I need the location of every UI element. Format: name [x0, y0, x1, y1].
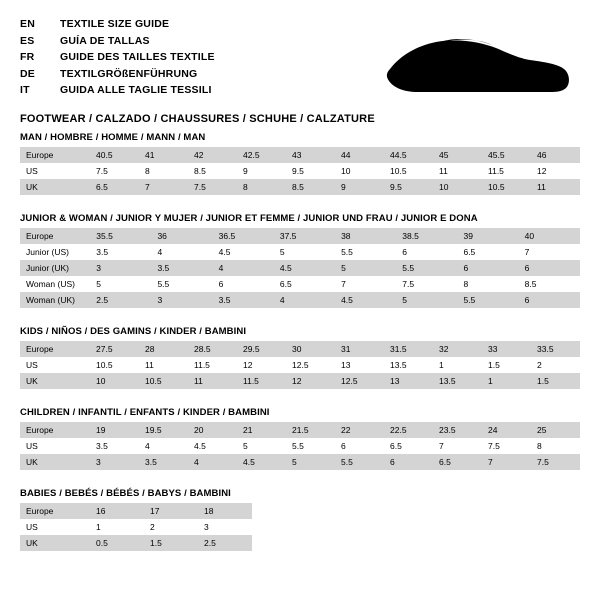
size-cell: 7.5: [188, 179, 237, 195]
size-cell: 43: [286, 147, 335, 163]
size-cell: 25: [531, 422, 580, 438]
size-cell: 1: [482, 373, 531, 389]
row-label: Europe: [20, 422, 90, 438]
size-section: [20, 132, 580, 195]
size-cell: 28.5: [188, 341, 237, 357]
size-cell: 5.5: [151, 276, 212, 292]
size-cell: 8.5: [188, 163, 237, 179]
size-cell: 38.5: [396, 228, 457, 244]
language-row: [20, 16, 580, 33]
size-cell: 7.5: [90, 163, 139, 179]
size-cell: 12.5: [286, 357, 335, 373]
size-cell: 30: [286, 341, 335, 357]
size-cell: 1: [90, 519, 144, 535]
size-cell: 41: [139, 147, 188, 163]
size-cell: 3.5: [213, 292, 274, 308]
table-filler-cell: [252, 535, 580, 551]
table-row: [20, 373, 580, 389]
size-cell: 33.5: [531, 341, 580, 357]
size-cell: 31: [335, 341, 384, 357]
size-cell: 1.5: [531, 373, 580, 389]
size-cell: 44.5: [384, 147, 433, 163]
size-cell: 9.5: [286, 163, 335, 179]
size-cell: 8.5: [519, 276, 580, 292]
size-cell: 5.5: [457, 292, 518, 308]
size-cell: 22.5: [384, 422, 433, 438]
table-row: [20, 503, 580, 519]
row-label: Europe: [20, 228, 90, 244]
table-row: [20, 276, 580, 292]
size-cell: 5: [335, 260, 396, 276]
size-cell: 2: [144, 519, 198, 535]
size-cell: 4.5: [335, 292, 396, 308]
size-cell: 19: [90, 422, 139, 438]
size-cell: 3.5: [151, 260, 212, 276]
size-cell: 33: [482, 341, 531, 357]
table-row: [20, 535, 580, 551]
size-cell: 32: [433, 341, 482, 357]
size-cell: 7: [139, 179, 188, 195]
size-cell: 40.5: [90, 147, 139, 163]
row-label: UK: [20, 454, 90, 470]
size-cell: 8: [457, 276, 518, 292]
size-cell: 7.5: [531, 454, 580, 470]
size-cell: 11: [139, 357, 188, 373]
language-title: GUIDE DES TAILLES TEXTILE: [60, 51, 215, 63]
size-cell: 7: [519, 244, 580, 260]
size-cell: 4: [188, 454, 237, 470]
size-cell: 13: [335, 357, 384, 373]
row-label: US: [20, 357, 90, 373]
size-cell: 21: [237, 422, 286, 438]
size-cell: 4: [274, 292, 335, 308]
size-cell: 42: [188, 147, 237, 163]
language-code: IT: [20, 84, 30, 96]
size-cell: 6: [396, 244, 457, 260]
table-row: [20, 357, 580, 373]
size-cell: 7: [482, 454, 531, 470]
size-cell: 7.5: [482, 438, 531, 454]
table-row: [20, 147, 580, 163]
table-row: [20, 244, 580, 260]
size-table: [20, 228, 580, 308]
size-section: [20, 326, 580, 389]
size-cell: 5: [90, 276, 151, 292]
size-cell: 38: [335, 228, 396, 244]
size-cell: 4.5: [213, 244, 274, 260]
size-cell: 11.5: [188, 357, 237, 373]
size-cell: 6.5: [384, 438, 433, 454]
size-cell: 10: [90, 373, 139, 389]
size-cell: 5: [396, 292, 457, 308]
size-cell: 1.5: [144, 535, 198, 551]
size-cell: 11: [433, 163, 482, 179]
size-cell: 8: [139, 163, 188, 179]
table-row: [20, 179, 580, 195]
size-cell: 28: [139, 341, 188, 357]
size-cell: 5: [237, 438, 286, 454]
size-section: [20, 213, 580, 308]
size-cell: 11: [188, 373, 237, 389]
size-cell: 1: [433, 357, 482, 373]
size-cell: 18: [198, 503, 252, 519]
size-cell: 6: [457, 260, 518, 276]
size-cell: 0.5: [90, 535, 144, 551]
size-cell: 6: [519, 292, 580, 308]
size-cell: 4.5: [274, 260, 335, 276]
row-label: Europe: [20, 341, 90, 357]
size-cell: 6.5: [90, 179, 139, 195]
size-cell: 39: [457, 228, 518, 244]
size-cell: 3.5: [90, 438, 139, 454]
size-cell: 12: [237, 357, 286, 373]
size-cell: 31.5: [384, 341, 433, 357]
size-section: [20, 488, 580, 551]
row-label: Europe: [20, 503, 90, 519]
size-cell: 3: [90, 260, 151, 276]
size-cell: 3.5: [90, 244, 151, 260]
language-title: TEXTILGRÖßENFÜHRUNG: [60, 67, 198, 80]
size-cell: 10.5: [139, 373, 188, 389]
row-label: UK: [20, 535, 90, 551]
size-cell: 6.5: [433, 454, 482, 470]
section-title: JUNIOR & WOMAN / JUNIOR Y MUJER / JUNIOR ET FEMME / JUNIOR UND FRAU / JUNIOR E DONA: [20, 213, 478, 224]
size-cell: 45: [433, 147, 482, 163]
row-label: US: [20, 438, 90, 454]
size-cell: 12: [531, 163, 580, 179]
table-row: [20, 454, 580, 470]
row-label: Junior (US): [20, 244, 90, 260]
size-cell: 36.5: [213, 228, 274, 244]
table-filler-cell: [252, 503, 580, 519]
size-cell: 11: [531, 179, 580, 195]
size-cell: 13.5: [433, 373, 482, 389]
table-row: [20, 163, 580, 179]
size-cell: 1.5: [482, 357, 531, 373]
row-label: Europe: [20, 147, 90, 163]
size-cell: 5.5: [335, 454, 384, 470]
table-row: [20, 292, 580, 308]
size-cell: 11.5: [237, 373, 286, 389]
size-cell: 35.5: [90, 228, 151, 244]
size-table: [20, 341, 580, 389]
size-cell: 12.5: [335, 373, 384, 389]
size-cell: 46: [531, 147, 580, 163]
size-cell: 4: [151, 244, 212, 260]
size-section: [20, 407, 580, 470]
size-cell: 9.5: [384, 179, 433, 195]
size-cell: 22: [335, 422, 384, 438]
language-title: GUÍA DE TALLAS: [60, 34, 150, 47]
size-cell: 8.5: [286, 179, 335, 195]
size-cell: 3: [198, 519, 252, 535]
size-cell: 29.5: [237, 341, 286, 357]
size-tables-container: [20, 132, 580, 551]
size-table: [20, 147, 580, 195]
section-title: BABIES / BEBÉS / BÉBÉS / BABYS / BAMBINI: [20, 488, 231, 499]
table-row: [20, 260, 580, 276]
size-cell: 10.5: [384, 163, 433, 179]
size-cell: 44: [335, 147, 384, 163]
size-cell: 42.5: [237, 147, 286, 163]
language-code: FR: [20, 51, 35, 63]
size-cell: 9: [335, 179, 384, 195]
size-cell: 6: [335, 438, 384, 454]
size-cell: 8: [531, 438, 580, 454]
size-cell: 6.5: [274, 276, 335, 292]
row-label: UK: [20, 373, 90, 389]
size-cell: 10.5: [90, 357, 139, 373]
size-cell: 40: [519, 228, 580, 244]
size-cell: 11.5: [482, 163, 531, 179]
size-cell: 7: [335, 276, 396, 292]
size-cell: 6: [213, 276, 274, 292]
table-row: [20, 341, 580, 357]
language-title: TEXTILE SIZE GUIDE: [60, 18, 170, 30]
row-label: US: [20, 163, 90, 179]
size-cell: 2.5: [90, 292, 151, 308]
row-label: Junior (UK): [20, 260, 90, 276]
size-cell: 3.5: [139, 454, 188, 470]
size-cell: 5: [286, 454, 335, 470]
size-cell: 8: [237, 179, 286, 195]
language-title: GUIDA ALLE TAGLIE TESSILI: [60, 84, 212, 96]
size-table: [20, 503, 580, 551]
size-cell: 10: [433, 179, 482, 195]
size-cell: 4.5: [237, 454, 286, 470]
dress-shoe-icon: [382, 34, 572, 106]
size-cell: 16: [90, 503, 144, 519]
size-cell: 12: [286, 373, 335, 389]
size-cell: 6: [519, 260, 580, 276]
language-code: ES: [20, 34, 35, 47]
size-cell: 5.5: [286, 438, 335, 454]
size-cell: 20: [188, 422, 237, 438]
footwear-heading: FOOTWEAR / CALZADO / CHAUSSURES / SCHUHE / CALZATURE: [20, 112, 375, 125]
size-cell: 3: [90, 454, 139, 470]
size-cell: 23.5: [433, 422, 482, 438]
size-cell: 37.5: [274, 228, 335, 244]
size-cell: 10.5: [482, 179, 531, 195]
size-cell: 2: [531, 357, 580, 373]
size-cell: 6: [384, 454, 433, 470]
size-cell: 4: [213, 260, 274, 276]
size-cell: 21.5: [286, 422, 335, 438]
section-title: MAN / HOMBRE / HOMME / MANN / MAN: [20, 132, 206, 143]
size-table: [20, 422, 580, 470]
size-cell: 17: [144, 503, 198, 519]
row-label: UK: [20, 179, 90, 195]
section-title: KIDS / NIÑOS / DES GAMINS / KINDER / BAMBINI: [20, 326, 247, 337]
size-cell: 4: [139, 438, 188, 454]
row-label: Woman (UK): [20, 292, 90, 308]
row-label: US: [20, 519, 90, 535]
size-cell: 6.5: [457, 244, 518, 260]
table-row: [20, 228, 580, 244]
size-cell: 2.5: [198, 535, 252, 551]
language-code: DE: [20, 67, 35, 80]
size-cell: 7: [433, 438, 482, 454]
table-row: [20, 519, 580, 535]
size-cell: 36: [151, 228, 212, 244]
size-cell: 19.5: [139, 422, 188, 438]
size-cell: 24: [482, 422, 531, 438]
size-cell: 5: [274, 244, 335, 260]
size-cell: 4.5: [188, 438, 237, 454]
size-cell: 3: [151, 292, 212, 308]
size-cell: 10: [335, 163, 384, 179]
size-cell: 45.5: [482, 147, 531, 163]
size-cell: 7.5: [396, 276, 457, 292]
table-row: [20, 438, 580, 454]
language-code: EN: [20, 18, 35, 30]
size-cell: 13.5: [384, 357, 433, 373]
header: [20, 16, 580, 125]
row-label: Woman (US): [20, 276, 90, 292]
size-cell: 9: [237, 163, 286, 179]
size-cell: 5.5: [396, 260, 457, 276]
table-row: [20, 422, 580, 438]
section-title: CHILDREN / INFANTIL / ENFANTS / KINDER / BAMBINI: [20, 407, 270, 418]
size-cell: 13: [384, 373, 433, 389]
table-filler-cell: [252, 519, 580, 535]
size-cell: 5.5: [335, 244, 396, 260]
size-cell: 27.5: [90, 341, 139, 357]
